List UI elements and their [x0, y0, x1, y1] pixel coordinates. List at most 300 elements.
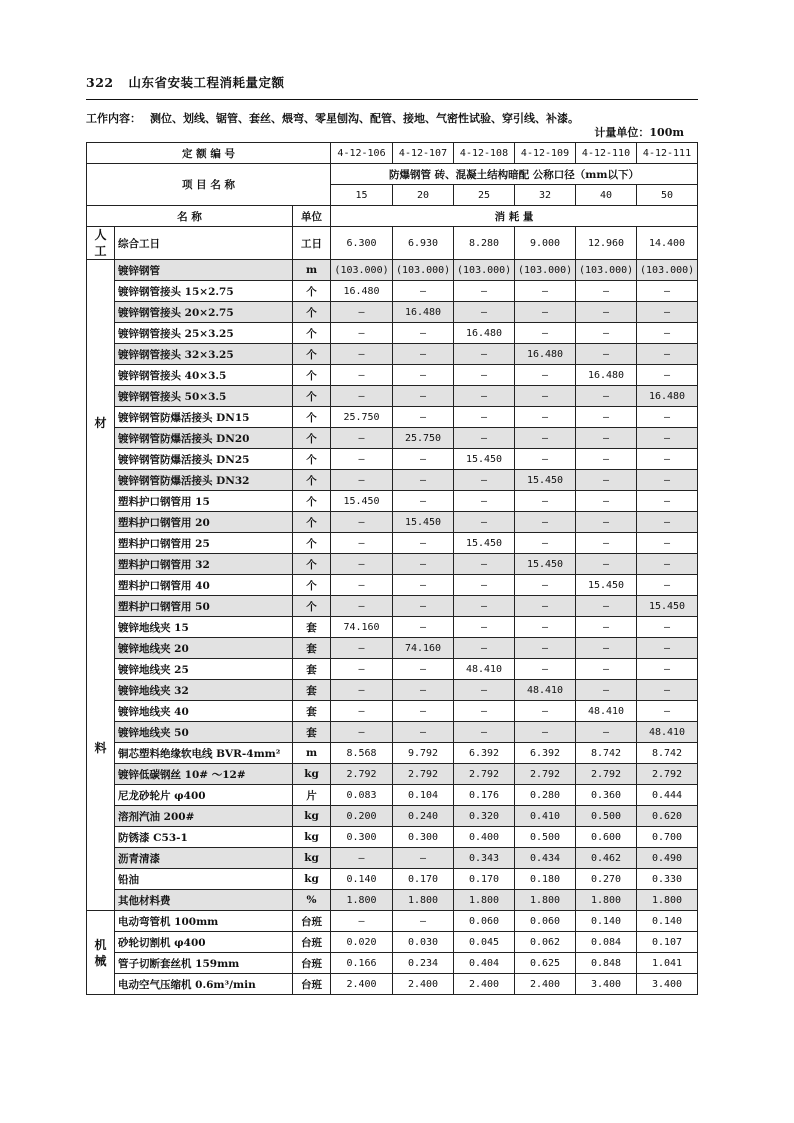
value-cell: 15.450: [637, 596, 698, 617]
value-cell: 0.104: [393, 785, 454, 806]
value-cell: 0.500: [576, 806, 637, 827]
value-cell: —: [331, 596, 393, 617]
table-row: [87, 785, 698, 806]
item-name: 铅油: [115, 869, 293, 890]
value-cell: —: [331, 911, 393, 932]
value-cell: 16.480: [331, 281, 393, 302]
value-cell: 6.930: [393, 227, 454, 260]
value-cell: 0.170: [393, 869, 454, 890]
item-name: 镀锌地线夹 50: [115, 722, 293, 743]
quota-code: 4-12-111: [637, 143, 698, 164]
value-cell: 0.404: [454, 953, 515, 974]
value-cell: 0.020: [331, 932, 393, 953]
value-cell: —: [515, 386, 576, 407]
item-name: 电动弯管机 100mm: [115, 911, 293, 932]
value-cell: —: [393, 701, 454, 722]
item-name: 镀锌地线夹 32: [115, 680, 293, 701]
value-cell: 3.400: [637, 974, 698, 995]
value-cell: 9.792: [393, 743, 454, 764]
value-cell: 2.400: [454, 974, 515, 995]
table-row: [87, 512, 698, 533]
item-unit: 个: [293, 533, 331, 554]
value-cell: 0.200: [331, 806, 393, 827]
value-cell: 6.392: [454, 743, 515, 764]
item-unit: 套: [293, 659, 331, 680]
size-cell: 25: [454, 185, 515, 206]
value-cell: —: [576, 302, 637, 323]
table-row: [87, 407, 698, 428]
value-cell: —: [454, 365, 515, 386]
item-name: 镀锌钢管接头 25×3.25: [115, 323, 293, 344]
value-cell: (103.000): [515, 260, 576, 281]
item-name: 尼龙砂轮片 φ400: [115, 785, 293, 806]
col-name-header: 名 称: [87, 206, 293, 227]
value-cell: 16.480: [576, 365, 637, 386]
value-cell: 0.462: [576, 848, 637, 869]
value-cell: 0.490: [637, 848, 698, 869]
item-name: 镀锌地线夹 20: [115, 638, 293, 659]
value-cell: 0.400: [454, 827, 515, 848]
item-name: 镀锌钢管接头 20×2.75: [115, 302, 293, 323]
item-unit: 个: [293, 407, 331, 428]
value-cell: —: [393, 848, 454, 869]
quota-code: 4-12-110: [576, 143, 637, 164]
item-unit: 个: [293, 554, 331, 575]
value-cell: 8.280: [454, 227, 515, 260]
value-cell: —: [515, 449, 576, 470]
value-cell: —: [637, 323, 698, 344]
value-cell: —: [637, 449, 698, 470]
value-cell: 0.180: [515, 869, 576, 890]
value-cell: 16.480: [393, 302, 454, 323]
value-cell: —: [331, 701, 393, 722]
item-name: 其他材料费: [115, 890, 293, 911]
value-cell: 0.300: [331, 827, 393, 848]
value-cell: —: [454, 638, 515, 659]
value-cell: —: [515, 302, 576, 323]
table-row: [87, 596, 698, 617]
value-cell: —: [637, 554, 698, 575]
value-cell: 0.280: [515, 785, 576, 806]
item-name: 镀锌地线夹 15: [115, 617, 293, 638]
value-cell: —: [454, 575, 515, 596]
value-cell: —: [331, 554, 393, 575]
value-cell: —: [576, 554, 637, 575]
item-name: 塑料护口钢管用 20: [115, 512, 293, 533]
column-header-row: [87, 206, 698, 227]
item-name: 管子切断套丝机 159mm: [115, 953, 293, 974]
value-cell: —: [515, 365, 576, 386]
value-cell: —: [576, 470, 637, 491]
item-unit: kg: [293, 869, 331, 890]
value-cell: 0.320: [454, 806, 515, 827]
value-cell: 48.410: [637, 722, 698, 743]
value-cell: —: [637, 575, 698, 596]
item-unit: 个: [293, 365, 331, 386]
work-content-text: 测位、划线、锯管、套丝、煨弯、零星刨沟、配管、接地、气密性试验、穿引线、补漆。: [150, 112, 579, 125]
section-machines-label: 机械: [94, 937, 107, 968]
value-cell: —: [393, 386, 454, 407]
value-cell: —: [637, 470, 698, 491]
value-cell: 2.400: [515, 974, 576, 995]
value-cell: —: [331, 533, 393, 554]
value-cell: —: [637, 365, 698, 386]
value-cell: 1.041: [637, 953, 698, 974]
value-cell: —: [637, 638, 698, 659]
table-row: [87, 827, 698, 848]
size-cell: 20: [393, 185, 454, 206]
value-cell: —: [393, 449, 454, 470]
value-cell: —: [637, 617, 698, 638]
quota-code: 4-12-108: [454, 143, 515, 164]
item-name: 镀锌钢管: [115, 260, 293, 281]
col-unit-header: 单位: [293, 206, 331, 227]
item-unit: 台班: [293, 953, 331, 974]
value-cell: (103.000): [331, 260, 393, 281]
size-cell: 32: [515, 185, 576, 206]
value-cell: 6.392: [515, 743, 576, 764]
quota-code-row: [87, 143, 698, 164]
measurement-unit: 计量单位：100m: [594, 126, 684, 139]
table-row: [87, 617, 698, 638]
value-cell: —: [515, 596, 576, 617]
size-cell: 40: [576, 185, 637, 206]
value-cell: 1.800: [454, 890, 515, 911]
item-unit: 个: [293, 323, 331, 344]
value-cell: —: [454, 701, 515, 722]
value-cell: 0.444: [637, 785, 698, 806]
table-row: [87, 386, 698, 407]
item-unit: kg: [293, 827, 331, 848]
table-row: [87, 680, 698, 701]
value-cell: —: [515, 722, 576, 743]
value-cell: 1.800: [576, 890, 637, 911]
value-cell: 1.800: [393, 890, 454, 911]
item-unit: 个: [293, 428, 331, 449]
value-cell: 15.450: [454, 533, 515, 554]
value-cell: —: [515, 638, 576, 659]
table-row: [87, 743, 698, 764]
value-cell: 25.750: [331, 407, 393, 428]
value-cell: 0.083: [331, 785, 393, 806]
value-cell: 0.410: [515, 806, 576, 827]
value-cell: 0.700: [637, 827, 698, 848]
value-cell: —: [393, 575, 454, 596]
quota-code: 4-12-107: [393, 143, 454, 164]
item-unit: 个: [293, 449, 331, 470]
item-name: 镀锌钢管接头 40×3.5: [115, 365, 293, 386]
value-cell: —: [576, 512, 637, 533]
value-cell: 2.792: [454, 764, 515, 785]
value-cell: —: [637, 512, 698, 533]
value-cell: 0.234: [393, 953, 454, 974]
value-cell: —: [393, 617, 454, 638]
value-cell: —: [331, 386, 393, 407]
value-cell: 16.480: [454, 323, 515, 344]
value-cell: 0.060: [454, 911, 515, 932]
value-cell: 15.450: [515, 470, 576, 491]
value-cell: —: [393, 407, 454, 428]
value-cell: 2.792: [331, 764, 393, 785]
value-cell: —: [515, 281, 576, 302]
value-cell: 0.240: [393, 806, 454, 827]
value-cell: —: [637, 281, 698, 302]
value-cell: 0.140: [576, 911, 637, 932]
section-materials-label-top: 材: [94, 416, 107, 430]
item-name: 综合工日: [115, 227, 293, 260]
value-cell: —: [331, 512, 393, 533]
table-row: [87, 533, 698, 554]
group-title: 防爆钢管 砖、混凝土结构暗配 公称口径（mm以下）: [331, 164, 698, 185]
table-row: [87, 638, 698, 659]
value-cell: 3.400: [576, 974, 637, 995]
quota-code: 4-12-109: [515, 143, 576, 164]
table-row: [87, 701, 698, 722]
page-header: [86, 73, 697, 93]
value-cell: —: [331, 449, 393, 470]
item-unit: 台班: [293, 911, 331, 932]
value-cell: —: [576, 680, 637, 701]
value-cell: 14.400: [637, 227, 698, 260]
value-cell: —: [637, 659, 698, 680]
item-name: 铜芯塑料绝缘软电线 BVR-4mm²: [115, 743, 293, 764]
value-cell: 48.410: [576, 701, 637, 722]
table-row: [87, 449, 698, 470]
value-cell: 16.480: [515, 344, 576, 365]
value-cell: —: [576, 428, 637, 449]
value-cell: 1.800: [637, 890, 698, 911]
value-cell: —: [454, 470, 515, 491]
value-cell: —: [393, 554, 454, 575]
value-cell: —: [454, 428, 515, 449]
value-cell: —: [576, 638, 637, 659]
value-cell: 6.300: [331, 227, 393, 260]
item-unit: 套: [293, 722, 331, 743]
value-cell: —: [331, 302, 393, 323]
item-name: 镀锌低碳钢丝 10# ～12#: [115, 764, 293, 785]
value-cell: 15.450: [393, 512, 454, 533]
table-row: [87, 260, 698, 281]
value-cell: 0.060: [515, 911, 576, 932]
item-unit: 个: [293, 470, 331, 491]
table-row: [87, 869, 698, 890]
value-cell: (103.000): [454, 260, 515, 281]
item-unit: 个: [293, 302, 331, 323]
item-name: 镀锌地线夹 25: [115, 659, 293, 680]
value-cell: —: [515, 428, 576, 449]
value-cell: 16.480: [637, 386, 698, 407]
item-unit: m: [293, 260, 331, 281]
value-cell: —: [454, 596, 515, 617]
value-cell: —: [637, 533, 698, 554]
section-labor: [87, 227, 115, 260]
value-cell: —: [331, 365, 393, 386]
item-unit: kg: [293, 806, 331, 827]
value-cell: —: [454, 680, 515, 701]
value-cell: —: [637, 407, 698, 428]
table-row: [87, 365, 698, 386]
item-name: 沥青清漆: [115, 848, 293, 869]
value-cell: —: [454, 491, 515, 512]
page-number: 322: [86, 75, 114, 90]
table-row: [87, 227, 698, 260]
item-name: 塑料护口钢管用 50: [115, 596, 293, 617]
table-row: [87, 281, 698, 302]
item-name: 防锈漆 C53-1: [115, 827, 293, 848]
value-cell: (103.000): [637, 260, 698, 281]
value-cell: 0.434: [515, 848, 576, 869]
value-cell: —: [454, 281, 515, 302]
value-cell: —: [331, 722, 393, 743]
value-cell: —: [454, 554, 515, 575]
value-cell: —: [576, 596, 637, 617]
value-cell: —: [454, 302, 515, 323]
value-cell: (103.000): [393, 260, 454, 281]
value-cell: 0.300: [393, 827, 454, 848]
item-unit: 台班: [293, 974, 331, 995]
value-cell: 0.848: [576, 953, 637, 974]
table-row: [87, 911, 698, 932]
item-unit: 个: [293, 512, 331, 533]
value-cell: —: [393, 365, 454, 386]
table-row: [87, 554, 698, 575]
value-cell: —: [454, 722, 515, 743]
item-unit: %: [293, 890, 331, 911]
item-name: 溶剂汽油 200#: [115, 806, 293, 827]
value-cell: 15.450: [515, 554, 576, 575]
value-cell: 0.343: [454, 848, 515, 869]
table-row: [87, 659, 698, 680]
value-cell: (103.000): [576, 260, 637, 281]
table-row: [87, 428, 698, 449]
value-cell: 0.360: [576, 785, 637, 806]
value-cell: —: [515, 533, 576, 554]
value-cell: —: [515, 323, 576, 344]
value-cell: —: [393, 491, 454, 512]
item-name: 镀锌钢管防爆活接头 DN32: [115, 470, 293, 491]
quota-code-label: 定 额 编 号: [87, 143, 331, 164]
value-cell: 0.500: [515, 827, 576, 848]
value-cell: 74.160: [331, 617, 393, 638]
value-cell: 0.062: [515, 932, 576, 953]
value-cell: 1.800: [515, 890, 576, 911]
value-cell: —: [454, 386, 515, 407]
value-cell: —: [454, 407, 515, 428]
group-title-row: [87, 164, 698, 185]
value-cell: —: [454, 617, 515, 638]
value-cell: 8.742: [576, 743, 637, 764]
value-cell: —: [331, 659, 393, 680]
table-row: [87, 974, 698, 995]
value-cell: —: [515, 512, 576, 533]
value-cell: 1.800: [331, 890, 393, 911]
value-cell: 0.170: [454, 869, 515, 890]
value-cell: 0.084: [576, 932, 637, 953]
section-materials: [87, 260, 115, 911]
table-row: [87, 953, 698, 974]
table-row: [87, 302, 698, 323]
value-cell: —: [331, 323, 393, 344]
value-cell: —: [393, 911, 454, 932]
value-cell: 15.450: [454, 449, 515, 470]
value-cell: 0.107: [637, 932, 698, 953]
item-unit: 个: [293, 386, 331, 407]
item-name: 镀锌地线夹 40: [115, 701, 293, 722]
quota-table: [86, 142, 698, 995]
item-name: 塑料护口钢管用 25: [115, 533, 293, 554]
value-cell: —: [393, 680, 454, 701]
table-row: [87, 575, 698, 596]
table-row: [87, 344, 698, 365]
value-cell: 0.140: [637, 911, 698, 932]
value-cell: —: [576, 407, 637, 428]
value-cell: 8.568: [331, 743, 393, 764]
value-cell: 0.600: [576, 827, 637, 848]
item-unit: 套: [293, 701, 331, 722]
value-cell: 0.330: [637, 869, 698, 890]
item-name: 镀锌钢管防爆活接头 DN25: [115, 449, 293, 470]
value-cell: 9.000: [515, 227, 576, 260]
value-cell: —: [576, 281, 637, 302]
value-cell: 48.410: [515, 680, 576, 701]
value-cell: —: [515, 617, 576, 638]
value-cell: —: [331, 470, 393, 491]
value-cell: —: [576, 386, 637, 407]
value-cell: —: [393, 323, 454, 344]
value-cell: 25.750: [393, 428, 454, 449]
value-cell: —: [576, 323, 637, 344]
value-cell: —: [637, 344, 698, 365]
value-cell: —: [576, 449, 637, 470]
item-unit: 个: [293, 344, 331, 365]
item-unit: kg: [293, 848, 331, 869]
value-cell: 0.140: [331, 869, 393, 890]
header-divider: [86, 99, 698, 100]
item-name: 塑料护口钢管用 32: [115, 554, 293, 575]
value-cell: 48.410: [454, 659, 515, 680]
value-cell: —: [576, 617, 637, 638]
item-name: 砂轮切割机 φ400: [115, 932, 293, 953]
value-cell: —: [515, 575, 576, 596]
value-cell: 0.045: [454, 932, 515, 953]
section-materials-label-bottom: 料: [94, 741, 107, 755]
value-cell: 2.400: [331, 974, 393, 995]
value-cell: —: [393, 659, 454, 680]
quota-code: 4-12-106: [331, 143, 393, 164]
item-unit: kg: [293, 764, 331, 785]
section-labor-label: 人工: [94, 228, 107, 258]
value-cell: 15.450: [331, 491, 393, 512]
value-cell: —: [454, 512, 515, 533]
item-unit: 套: [293, 638, 331, 659]
item-name: 镀锌钢管防爆活接头 DN20: [115, 428, 293, 449]
value-cell: —: [393, 596, 454, 617]
value-cell: —: [515, 407, 576, 428]
value-cell: —: [576, 491, 637, 512]
item-name: 电动空气压缩机 0.6m³/min: [115, 974, 293, 995]
value-cell: 0.176: [454, 785, 515, 806]
item-unit: m: [293, 743, 331, 764]
value-cell: —: [637, 701, 698, 722]
table-row: [87, 806, 698, 827]
table-row: [87, 764, 698, 785]
value-cell: —: [331, 575, 393, 596]
value-cell: —: [576, 533, 637, 554]
value-cell: —: [454, 344, 515, 365]
value-cell: 2.792: [515, 764, 576, 785]
item-unit: 个: [293, 596, 331, 617]
table-row: [87, 470, 698, 491]
